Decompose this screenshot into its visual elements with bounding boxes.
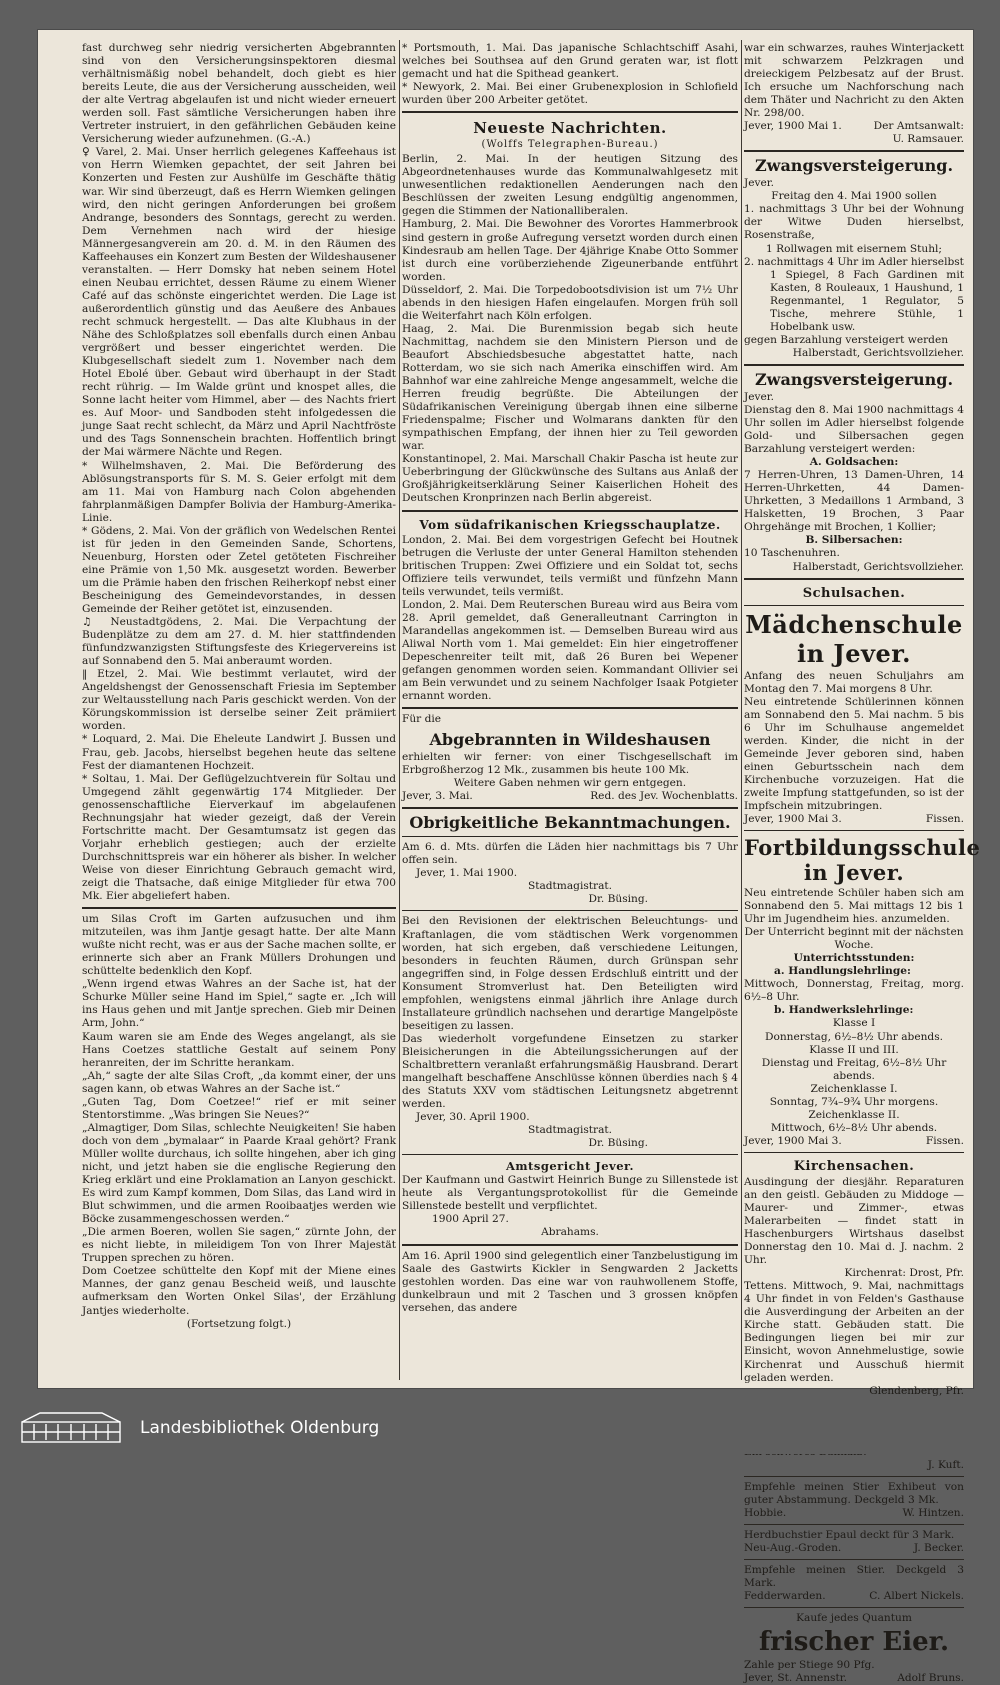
section-divider: [744, 150, 964, 152]
official-date: Jever, 1. Mai 1900.: [416, 867, 518, 880]
section-divider: [402, 807, 738, 809]
viewer-footer: [0, 1398, 1000, 1454]
official-date: Jever, 30. April 1900.: [416, 1111, 530, 1124]
donation-more: Weitere Gaben nehmen wir gern entgegen.: [453, 777, 687, 790]
eggs-ad-signature-row: [744, 1672, 964, 1685]
section-title-school: Schulsachen.: [802, 585, 906, 601]
column-rule: [741, 40, 742, 1380]
article-varel: ♀ Varel, 2. Mai. Unser herrlich gelegenes Kaffeehaus ist von Herrn Wiemken gepachtet, der seit Jahren bei Konzerten und Festen zur Aushülfe im Geschäfte thätig war. Wir sind überzeugt, daß es Herrn Wiemken gelingen wird, den nicht geringen Anforderungen bei großem Andrange, besonders des Sonntags, gerecht zu werden. Dem Vernehmen nach wird der hiesige Männergesangverein am 20. d. M. in den Räumen des Kaffeehauses ein Konzert zum Besten der Wildeshausener veranstalten. — Herr Domsky hat neben seinem Hotel einen Neubau errichtet, dessen Räume zu einem Wiener Café auf das schönste eingerichtet werden. Die Lage ist außerordentlich günstig und das Aeußere des Anbaues recht schmuck hergestellt. — Das alte Klubhaus in der Nähe des Schloßplatzes soll ebenfalls durch einen Anbau vergrößert und besser eingerichtet werden. Die Klubgesellschaft siedelt zum 1. November nach dem Hotel Ebolé über. Gebaut wird überhaupt in der Stadt recht rührig. — Im Walde grünt und knospet alles, die Sonne lacht heiter vom Himmel, aber — des Nachts friert es. Auf Moor- und Sandboden steht infolgedessen die junge Saat recht schlecht, da März und April Nachtfröste und des Tags Sonnenschein brachten. Hoffentlich bringt der Mai wärmere Nächte und Regen.: [82, 146, 396, 459]
section-divider: [744, 364, 964, 366]
continuation-school-title: Fortbildungsschule in Jever.: [744, 835, 981, 886]
theft-notice: Am 16. April 1900 sind gelegentlich einer Tanzbelustigung im Saale des Gastwirts Kickler in Sengwarden 2 Jacketts gestohlen worden. Das eine war von rauhwollenem Stoffe, dunkelbraun und mit 2 Taschen und 3 grossen knöpfen versehen, das andere: [402, 1249, 738, 1314]
schedule-head: Unterrichtsstunden:: [793, 952, 915, 965]
section-title-church: Kirchensachen.: [793, 1158, 915, 1174]
section-divider: [402, 707, 738, 709]
column-rule: [399, 40, 400, 1380]
eggs-ad-intro: Kaufe jedes Quantum: [796, 1611, 912, 1624]
theft-signer-title: Der Amtsanwalt:: [873, 120, 964, 133]
schedule-class: Klasse I: [832, 1017, 876, 1030]
section-divider: [744, 1152, 964, 1153]
official-signer: Dr. Büsing.: [588, 1137, 648, 1150]
ad-divider: [744, 1607, 964, 1608]
bull-ad-signer: W. Hintzen.: [902, 1506, 964, 1519]
herd-ad-signature-row: [744, 1542, 964, 1555]
donation-intro: Für die: [402, 713, 442, 726]
news-berlin: Berlin, 2. Mai. In der heutigen Sitzung des Abgeordnetenhauses wurde das Kommunalwahlgesetz mit unwesentlichen redaktionellen Aenderungen nach den Beschlüssen der zweiten Lesung endgültig angenommen, gegen die Stimmen der Nationalliberalen.: [402, 153, 738, 218]
continuation-note: (Fortsetzung folgt.): [186, 1317, 292, 1330]
herd-ad: Herdbuchstier Epaul deckt für 3 Mark.: [744, 1528, 955, 1541]
article-insurance: fast durchweg sehr niedrig versicherten Abgebrannten sind von den Versicherungsinspektoren diesmal verhältnismäßig nobel behandelt, doch giebt es hier bereits Leute, die aus der Versicherung ausscheiden, weil der alte Vertrag abgelaufen ist und nicht wieder erneuert werden soll. Fast sämtliche Versicherungen haben ihre Vertreter instruiert, in den gefährlichen Gebäuden keine Versicherung wieder aufzunehmen. (G.-A.): [82, 42, 396, 146]
news-source: (Wolffs Telegraphen-Bureau.): [481, 139, 659, 151]
official-electric-2: Das wiederholt vorgefundene Einsetzen zu starker Bleisicherungen in die Abteilungssicherungen auf der Schaltbrettern veranlaßt erfahrungsmäßig Hausbrand. Derart mangelhaft beschaffene Anschlüsse können überdies nach § 4 des Statuts XXV vom städtischen Leitungsnetz abgetrennt werden.: [402, 1032, 738, 1111]
section-divider: [402, 111, 738, 113]
auction-2-silver-items: 10 Taschenuhren.: [744, 547, 840, 560]
section-divider: [744, 578, 964, 580]
herd-ad-signer: J. Becker.: [913, 1541, 964, 1554]
auction-1-terms: gegen Barzahlung versteigert werden: [744, 333, 949, 346]
story-paragraph: „Almagtiger, Dom Silas, schlechte Neuigkeiten! Sie haben doch von dem „bymalaar“ in Paarde Kraal gehört? Frank Müller wollte durchaus, ich sollte hingehen, aber ich ging nicht, und jetzt haben sie die englische Regierung den Krieg erklärt und eine Proklamation an Lanyon geschickt. Es wird zum Kampf kommen, Dom Silas, das Land wird in Blut schwimmen, und die armen Rooibaatjes werden wie Böcke zusammengeschossen werden.“: [82, 1121, 396, 1226]
auction-1-title: Zwangsversteigerung.: [754, 156, 954, 176]
article-loquard: * Loquard, 2. Mai. Die Eheleute Landwirt J. Bussen und Frau, geb. Jacobs, hierselbst begehen heute das seltene Fest der diamantenen Hochzeit.: [82, 733, 396, 772]
schedule-class: Klasse II und III.: [809, 1043, 899, 1056]
schedule-group: a. Handlungslehrlinge:: [774, 965, 911, 978]
church-signer: Kirchenrat: Drost, Pfr.: [844, 1267, 964, 1280]
tettens-signer: Glendenberg, Pfr.: [869, 1384, 964, 1397]
court-date: 1900 April 27.: [432, 1213, 509, 1226]
auction-1-location: Jever.: [744, 177, 775, 190]
auction-2-location: Jever.: [744, 390, 775, 403]
auction-1-item: 2. nachmittags 4 Uhr im Adler hierselbst: [744, 255, 964, 268]
donation-text: erhielten wir ferner: von einer Tischgesellschaft im Erbgroßherzog 12 Mk., zusammen bis heute 100 Mk.: [402, 751, 738, 777]
story-paragraph: „Ah,“ sagte der alte Silas Croft, „da kommt einer, der uns sagen kann, ob etwas Wahres an der Sache ist.“: [82, 1069, 396, 1095]
ad-divider: [744, 1559, 964, 1560]
section-title-news: Neueste Nachrichten.: [473, 119, 667, 138]
auction-1-intro: Freitag den 4. Mai 1900 sollen: [771, 190, 937, 203]
section-divider: [402, 836, 738, 837]
girls-school-date: Jever, 1900 Mai 3.: [744, 813, 842, 826]
girls-school-registration: Neu eintretende Schülerinnen können am Sonnabend den 5. Mai nachm. 5 bis 6 Uhr im Schulhause angemeldet werden. Kinder, die nicht in der Gemeinde Jever geboren sind, haben einen Geburtsschein nach dem Kirchenbuche vorzuzeigen. Hat die zweite Impfung stattgefunden, so ist der Impfschein mitzubringen.: [744, 695, 964, 812]
girls-school-signature-row: [744, 813, 964, 826]
story-paragraph: „Die armen Boeren, wollen Sie sagen,“ zürnte John, der es nicht liebte, in mileidigem Ton von Ihrer Majestät Truppen sprechen zu hören.: [82, 1226, 396, 1265]
feuilleton-divider: [82, 907, 396, 909]
auction-1-item: 1 Spiegel, 8 Fach Gardinen mit Kasten, 8 Rouleaux, 1 Haushund, 1 Regenmantel, 1 Regulator, 5 Tische, mehrere Stühle, 1 Hobelbank usw.: [770, 268, 964, 333]
section-title-war: Vom südafrikanischen Kriegsschauplatze.: [419, 517, 721, 532]
bull-ad-place: Hobbie.: [744, 1506, 787, 1519]
auction-1-signer: Halberstadt, Gerichtsvollzieher.: [792, 346, 964, 359]
stier-ad-place: Fedderwarden.: [744, 1589, 826, 1602]
donation-title: Abgebrannten in Wildeshausen: [429, 730, 711, 750]
article-goedens: * Gödens, 2. Mai. Von der gräflich von Wedelschen Rentei ist für jeden in den Gemeinden Sande, Schortens, Neuenburg, Horsten oder Zetel getöteten Fischreiher eine Prämie von 1,50 Mk. ausgesetzt worden. Bewerber um die Prämie haben den frischen Reiherkopf nebst einer Bescheinigung des Gemeindevorstandes, in dessen Gemeinde der Reiher getötet ist, einzusenden.: [82, 524, 396, 616]
official-signer-org: Stadtmagistrat.: [527, 880, 613, 893]
church-notice: Ausdingung der diesjähr. Reparaturen an den geistl. Gebäuden zu Middoge — Maurer- und Zimmer-, etwas Malerarbeiten — findet statt in Haschenburgers Wirtshaus daselbst Donnerstag den 10. Mai d. J. nachm. 2 Uhr.: [744, 1175, 964, 1267]
ad-divider: [744, 1524, 964, 1525]
girls-school-signer: Fissen.: [925, 813, 964, 826]
bull-ad: Empfehle meinen Stier Exhibeut von guter Abstammung. Deckgeld 3 Mk.: [744, 1480, 964, 1506]
story-paragraph: Kaum waren sie am Ende des Weges angelangt, als sie Hans Coetzes stattliche Gestalt auf seinem Pony heranreiten, der im Schritte herankam.: [82, 1030, 396, 1069]
auction-2-signer: Halberstadt, Gerichtsvollzieher.: [792, 560, 964, 573]
article-newyork: * Newyork, 2. Mai. Bei einer Grubenexplosion in Schlofield wurden über 200 Arbeiter getötet.: [402, 81, 738, 107]
continuation-school-signature-row: [744, 1135, 964, 1148]
section-divider: [402, 1154, 738, 1155]
auction-1-item: 1 Rollwagen mit eisernem Stuhl;: [766, 242, 942, 255]
auction-1-item: 1. nachmittags 3 Uhr bei der Wohnung der Witwe Duden hierselbst, Rosenstraße,: [744, 203, 964, 242]
article-neustadtgoedens: ♫ Neustadtgödens, 2. Mai. Die Verpachtung der Budenplätze zu dem am 27. d. M. hier stattfindenden fünfundzwanzigsten Stiftungsfeste des Kriegervereins ist auf Sonnabend den 5. Mai anberaumt worden.: [82, 616, 396, 668]
girls-school-title: Mädchenschule in Jever.: [745, 609, 963, 668]
story-paragraph: „Wenn irgend etwas Wahres an der Sache ist, hat der Schurke Müller seine Hand im Spiel,“ sagte er. „Ich will ins Haus gehen und mit Jantje sprechen. Gieb mir Deinen Arm, John.“: [82, 978, 396, 1030]
official-signer-org: Stadtmagistrat.: [527, 1124, 613, 1137]
section-divider: [744, 830, 964, 831]
girls-school-start: Anfang des neuen Schuljahrs am Montag den 7. Mai morgens 8 Uhr.: [744, 669, 964, 695]
theft-notice-continued: war ein schwarzes, rauhes Winterjackett mit schwarzem Pelzkragen und dreieckigem Pelzbesatz auf der Brust. Ich ersuche um Nachforschung nach dem Thäter und Nachricht zu den Akten Nr. 298/00.: [744, 42, 964, 120]
war-london-2: London, 2. Mai. Dem Reuterschen Bureau wird aus Beira vom 28. April gemeldet, daß Generalleutnant Carrington in Marandellas angekommen ist. — Demselben Bureau wird aus Aliwal North vom 1. Mai gemeldet: Ein hier eingetroffener Depeschenreiter teilt mit, daß 26 Buren bei Wepener gefangen genommen worden seien. Kommandant Ollivier sei am Bein verwundet und zu seinem Nachfolger Isaak Potgieter ernannt worden.: [402, 598, 738, 703]
news-hamburg: Hamburg, 2. Mai. Die Bewohner des Vorortes Hammerbrook sind gestern in große Aufregung versetzt worden durch einen Kindesraub am hellen Tage. Der 4jährige Knabe Otto Sommer ist durch eine vorüberziehende Zigeunerbande entführt worden.: [402, 218, 738, 283]
official-shops: Am 6. d. Mts. dürfen die Läden hier nachmittags bis 7 Uhr offen sein.: [402, 841, 738, 867]
bull-ad-signature-row: [744, 1507, 964, 1520]
theft-date: Jever, 1900 Mai 1.: [744, 120, 842, 133]
continuation-school-date: Jever, 1900 Mai 3.: [744, 1134, 842, 1147]
article-soltau: * Soltau, 1. Mai. Der Geflügelzuchtverein für Soltau und Umgegend zählt gegenwärtig 174 Mitglieder. Der genossenschaftliche Eierverkauf im abgelaufenen Rechnungsjahr hat wieder gezeigt, daß der Verein Fortschritte macht. Der Gesamtumsatz ist gegen das Vorjahr erheblich gestiegen; auch der erzielte Durchschnittspreis war ein höherer als bisher. In welcher Weise von dieser Einrichtung Gebrauch gemacht wird, zeigt die Thatsache, daß einige Mitglieder für etwa 700 Mk. Eier abgeliefert haben.: [82, 772, 396, 903]
auction-2-silver-head: B. Silbersachen:: [805, 534, 903, 547]
eggs-ad-price: Zahle per Stiege 90 Pfg.: [744, 1658, 875, 1671]
schedule-time: Sonntag, 7¾–9¾ Uhr morgens.: [769, 1095, 939, 1108]
auction-2-gold-head: A. Goldsachen:: [809, 456, 899, 469]
eggs-ad-place: Jever, St. Annenstr.: [744, 1672, 848, 1685]
story-paragraph: Dom Coetzee schüttelte den Kopf mit der Miene eines Mannes, der ganz genau Bescheid weiß, und lauschte aufmerksam den Worten Onkel Silas', der Erzählung Jantjes wiederholte.: [82, 1265, 396, 1317]
news-haag: Haag, 2. Mai. Die Burenmission begab sich heute Nachmittag, nachdem sie den Ministern Pierson und de Beaufort Abschiedsbesuche abgestattet hatte, nach Rotterdam, wo sie sich nach Amerika einschiffen wird. Am Bahnhof war eine zahlreiche Menge angesammelt, welche die Herren freudig begrüßte. Die Abteilungen der Südafrikanischen Vereinigung übergab ihnen eine silberne Friedenspalme; Fischer und Wolmarans dankten für den sympathischen Empfang, der ihnen hier zu Teil geworden war.: [402, 322, 738, 453]
section-divider: [402, 1244, 738, 1246]
herd-ad-place: Neu-Aug.-Groden.: [744, 1541, 842, 1554]
continuation-school-start: Der Unterricht beginnt mit der nächsten Woche.: [744, 926, 964, 952]
schedule-time: Dienstag und Freitag, 6½–8½ Uhr abends.: [761, 1056, 947, 1082]
stier-ad-signer: C. Albert Nickels.: [869, 1589, 964, 1602]
section-title-official: Obrigkeitliche Bekanntmachungen.: [409, 813, 731, 833]
schedule-class: Zeichenklasse II.: [808, 1108, 900, 1121]
section-divider: [402, 910, 738, 911]
continuation-school-registration: Neu eintretende Schüler haben sich am Sonnabend den 5. Mai mittags 12 bis 1 Uhr im Jugendheim hies. anzumelden.: [744, 887, 964, 926]
eggs-ad-signer: Adolf Bruns.: [897, 1672, 964, 1685]
official-signer: Dr. Büsing.: [588, 893, 648, 906]
section-divider: [402, 510, 738, 512]
stier-ad-signature-row: [744, 1590, 964, 1603]
tettens-notice: Tettens. Mittwoch, 9. Mai, nachmittags 4 Uhr findet in von Felden's Gasthause die Ausverdingung der Arbeiten an der Kirche statt. Gebäuden statt. Die Bedingungen liegen bei mir zur Einsicht, wovon Annehmelustige, sowie Kirchenrat und Ausschuß hiermit geladen werden.: [744, 1280, 964, 1384]
news-duesseldorf: Düsseldorf, 2. Mai. Die Torpedobootsdivision ist um 7½ Uhr abends in den hiesigen Hafen eingelaufen. Morgen früh soll die Weiterfahrt nach Köln erfolgen.: [402, 283, 738, 322]
article-wilhelmshaven: * Wilhelmshaven, 2. Mai. Die Beförderung des Ablösungstransports für S. M. S. Geier erfolgt mit dem am 11. Mai von Hamburg nach Colon abgehenden fahrplanmäßigen Dampfer Bolivia der Hamburg-Amerika-Linie.: [82, 459, 396, 524]
schedule-group: b. Handwerkslehrlinge:: [774, 1004, 914, 1017]
for-sale-signer: J. Kuft.: [927, 1458, 964, 1471]
court-signer: Abrahams.: [541, 1226, 599, 1239]
donation-signature: Red. des Jev. Wochenblatts.: [590, 790, 738, 803]
war-london-1: London, 2. Mai. Bei dem vorgestrigen Gefecht bei Houtnek betrugen die Verluste der unter General Hamilton stehenden britischen Truppen: Zwei Offiziere und ein Soldat tot, sechs Offiziere teils verwundet, teils vermißt und fünfzehn Mann teils verwundet, teils vermißt.: [402, 533, 738, 598]
donation-place: Jever, 3. Mai.: [402, 790, 473, 803]
story-paragraph: „Guten Tag, Dom Coetzee!“ rief er mit seiner Stentorstimme. „Was bringen Sie Neues?“: [82, 1095, 396, 1121]
column-3: [744, 42, 981, 1685]
article-portsmouth: * Portsmouth, 1. Mai. Das japanische Schlachtschiff Asahi, welches bei Southsea auf den Grund geraten war, ist flott gemacht und hat die Spithead geankert.: [402, 42, 738, 81]
column-1: [82, 42, 396, 1380]
article-etzel: ‖ Etzel, 2. Mai. Wie bestimmt verlautet, wird der Angeldshengst der Genossenschaft Friesia im September zur Weltausstellung nach Paris geschickt werden. Von der Körungskommission ist derselbe seiner Zeit prämiiert worden.: [82, 668, 396, 733]
schedule-class: Zeichenklasse I.: [810, 1082, 898, 1095]
ad-divider: [744, 1476, 964, 1477]
theft-signature-row: [744, 120, 964, 133]
eggs-ad-title: frischer Eier.: [758, 1626, 950, 1657]
schedule-time: Mittwoch, 6½–8½ Uhr abends.: [770, 1121, 938, 1134]
donation-signature-row: [402, 790, 738, 803]
auction-2-gold-items: 7 Herren-Uhren, 13 Damen-Uhren, 14 Herren-Uhrketten, 44 Damen-Uhrketten, 3 Medaillons 1 Armband, 3 Halsketten, 19 Brochen, 3 Paar Ohrgehänge mit Brochen, 1 Kollier;: [744, 469, 964, 534]
auction-2-title: Zwangsversteigerung.: [754, 369, 954, 389]
library-building-logo-icon: [20, 1410, 122, 1444]
section-divider: [744, 605, 964, 606]
column-2: [402, 42, 738, 1380]
schedule-time: Donnerstag, 6½–8½ Uhr abends.: [764, 1030, 943, 1043]
auction-2-text: Dienstag den 8. Mai 1900 nachmittags 4 Uhr sollen im Adler hierselbst folgende Gold- und Silbersachen gegen Barzahlung versteigert werden:: [744, 403, 964, 456]
story-paragraph: um Silas Croft im Garten aufzusuchen und ihm mitzuteilen, was ihm Jantje gesagt hatte. Der alte Mann wußte nicht recht, was er aus der Sache machen sollte, er erinnerte sich aber an Frank Müllers Drohungen und schüttelte bedenklich den Kopf.: [82, 913, 396, 978]
schedule-time: Mittwoch, Donnerstag, Freitag, morg. 6½–8 Uhr.: [744, 978, 964, 1004]
continuation-school-signer: Fissen.: [925, 1134, 964, 1147]
court-title: Amtsgericht Jever.: [505, 1159, 635, 1174]
stier-ad: Empfehle meinen Stier. Deckgeld 3 Mark.: [744, 1563, 964, 1589]
library-name: Landesbibliothek Oldenburg: [140, 1418, 380, 1438]
court-text: Der Kaufmann und Gastwirt Heinrich Bunge zu Sillenstede ist heute als Vergantungsprotokollist für die Gemeinde Sillenstede bestellt und verpflichtet.: [402, 1174, 738, 1213]
news-konstantinopel: Konstantinopel, 2. Mai. Marschall Chakir Pascha ist heute zur Ueberbringung der Glückwünsche des Sultans aus Anlaß der Großjährigkeitserklärung Seiner Kaiserlichen Hoheit des Deutschen Kronprinzen nach Berlin abgereist.: [402, 453, 738, 505]
theft-signer: U. Ramsauer.: [892, 133, 964, 146]
official-electric-1: Bei den Revisionen der elektrischen Beleuchtungs- und Kraftanlagen, die vom städtischen Werk vorgenommen worden, hat sich ergeben, daß verschiedene Leitungen, besonders in feuchten Räumen, durch Grünspan sehr angegriffen sind, in Folge dessen Erdschluß eintritt und der Konsument Stromverlust hat. Den Beteiligten wird empfohlen, wenigstens einmal jährlich ihre Anlage durch Installateure gründlich nachsehen und derartige Mangelpöste beseitigen zu lassen.: [402, 915, 738, 1032]
